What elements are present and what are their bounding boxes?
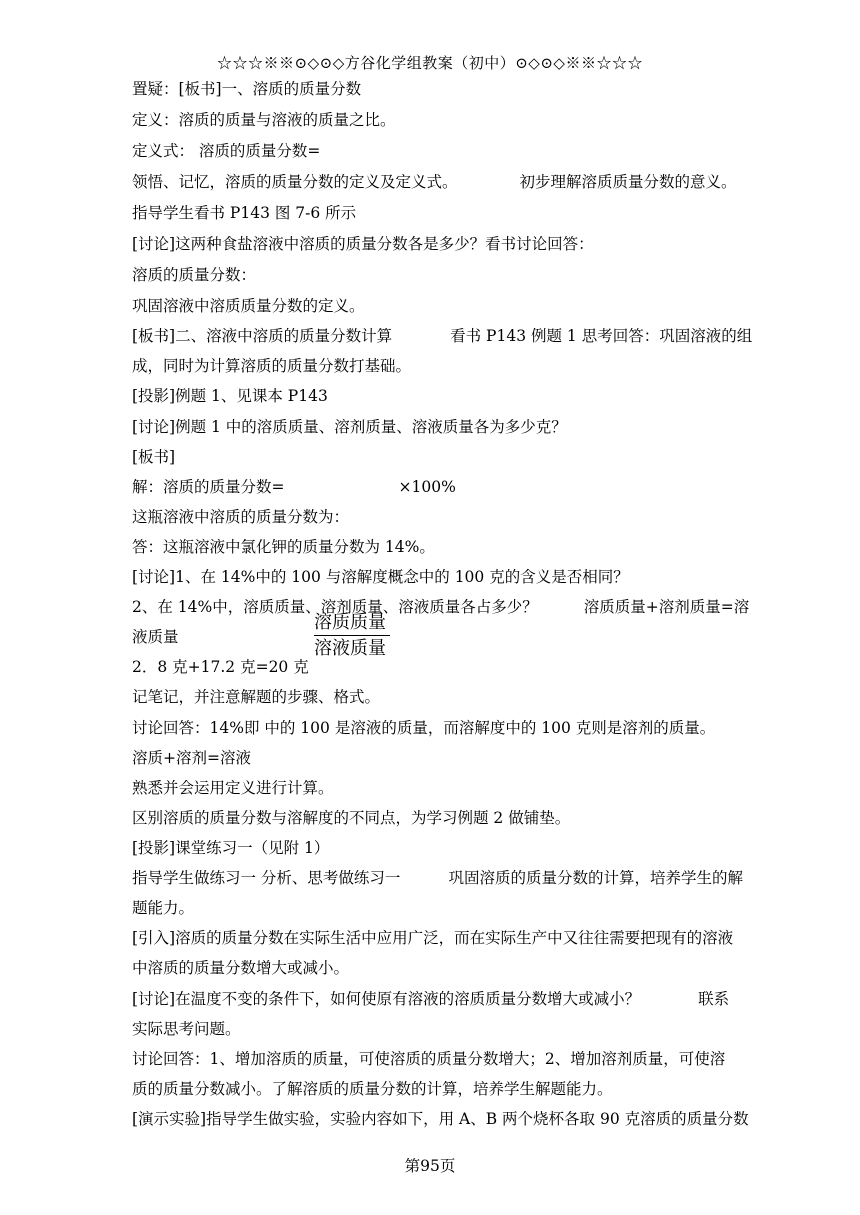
text-line: [引入]溶质的质量分数在实际生活中应用广泛，而在实际生产中又往往需要把现有的溶液 (132, 929, 734, 947)
text-line: 这瓶溶液中溶质的质量分数为： (132, 508, 350, 526)
text-line: 指导学生看书 P143 图 7-6 所示 (132, 204, 357, 222)
text-line: 实际思考问题。 (132, 1020, 241, 1038)
text-line: 熟悉并会运用定义进行计算。 (132, 779, 334, 797)
text-line: 讨论回答：1、增加溶质的质量，可使溶质的质量分数增大；2、增加溶剂质量，可使溶 (132, 1050, 726, 1068)
page-number: 第95页 (404, 1157, 456, 1175)
text-line: [讨论]1、在 14%中的 100 与溶解度概念中的 100 克的含义是否相同？ (132, 568, 629, 586)
text-line: 成，同时为计算溶质的质量分数打基础。 (132, 357, 412, 375)
text-segment: 巩固溶质的质量分数的计算，培养学生的解 (448, 869, 743, 887)
text-line: 2．8 克+17.2 克=20 克 (132, 658, 309, 676)
text-line: [演示实验]指导学生做实验，实验内容如下，用 A、B 两个烧杯各取 90 克溶质的质量分数 (132, 1110, 749, 1128)
text-segment: [讨论]在温度不变的条件下，如何使原有溶液的溶质质量分数增大或减小？ (132, 990, 641, 1008)
text-segment: 初步理解溶质质量分数的意义。 (519, 173, 737, 191)
text-segment: ×100% (398, 478, 456, 496)
text-segment: [板书]二、溶液中溶质的质量分数计算 (132, 327, 393, 345)
text-line (132, 172, 737, 192)
text-line: 中溶质的质量分数增大或减小。 (132, 959, 350, 977)
text-line: 记笔记，并注意解题的步骤、格式。 (132, 688, 381, 706)
text-line: 液质量 (132, 628, 179, 646)
text-line: [板书] (132, 448, 176, 466)
text-line (132, 597, 749, 617)
fraction-numerator: 溶质质量 (314, 612, 390, 636)
text-segment: 指导学生做练习一 分析、思考做练习一 (132, 869, 401, 887)
text-line: [投影]课堂练习一（见附 1） (132, 839, 330, 857)
text-line (132, 326, 752, 346)
text-segment: 领悟、记忆，溶质的质量分数的定义及定义式。 (132, 173, 458, 191)
text-line: 题能力。 (132, 899, 195, 917)
text-line: [投影]例题 1、见课本 P143 (132, 387, 328, 405)
text-line (132, 477, 456, 497)
text-line: 定义式： 溶质的质量分数= (132, 142, 321, 160)
text-line: 讨论回答：14%即 中的 100 是溶液的质量，而溶解度中的 100 克则是溶剂的质量。 (132, 719, 716, 737)
text-line (132, 989, 729, 1009)
text-segment: 联系 (698, 990, 730, 1008)
text-segment: 溶质质量+溶剂质量=溶 (583, 598, 750, 616)
text-line: 定义：溶质的质量与溶液的质量之比。 (132, 111, 396, 129)
text-line (132, 868, 743, 888)
text-line: [讨论]这两种食盐溶液中溶质的质量分数各是多少？看书讨论回答： (132, 235, 594, 253)
text-line: 置疑：[板书]一、溶质的质量分数 (132, 80, 362, 98)
text-line: 溶质+溶剂=溶液 (132, 749, 251, 767)
page-header: ☆☆☆※※⊙◇⊙◇方谷化学组教案（初中）⊙◇⊙◇※※☆☆☆ (217, 54, 643, 72)
text-segment: 看书 P143 例题 1 思考回答：巩固溶液的组 (450, 327, 753, 345)
text-segment: 2、在 14%中，溶质质量、溶剂质量、溶液质量各占多少？ (132, 598, 538, 616)
fraction-formula (314, 612, 390, 660)
text-line: 答：这瓶溶液中氯化钾的质量分数为 14%。 (132, 538, 435, 556)
fraction-denominator: 溶液质量 (314, 638, 386, 659)
text-line: [讨论]例题 1 中的溶质质量、溶剂质量、溶液质量各为多少克？ (132, 418, 567, 436)
text-line: 质的质量分数减小。了解溶质的质量分数的计算，培养学生解题能力。 (132, 1080, 613, 1098)
text-line: 溶质的质量分数： (132, 266, 257, 284)
text-segment: 解：溶质的质量分数= (132, 478, 285, 496)
text-line: 区别溶质的质量分数与溶解度的不同点，为学习例题 2 做铺垫。 (132, 809, 571, 827)
text-line: 巩固溶液中溶质质量分数的定义。 (132, 297, 365, 315)
